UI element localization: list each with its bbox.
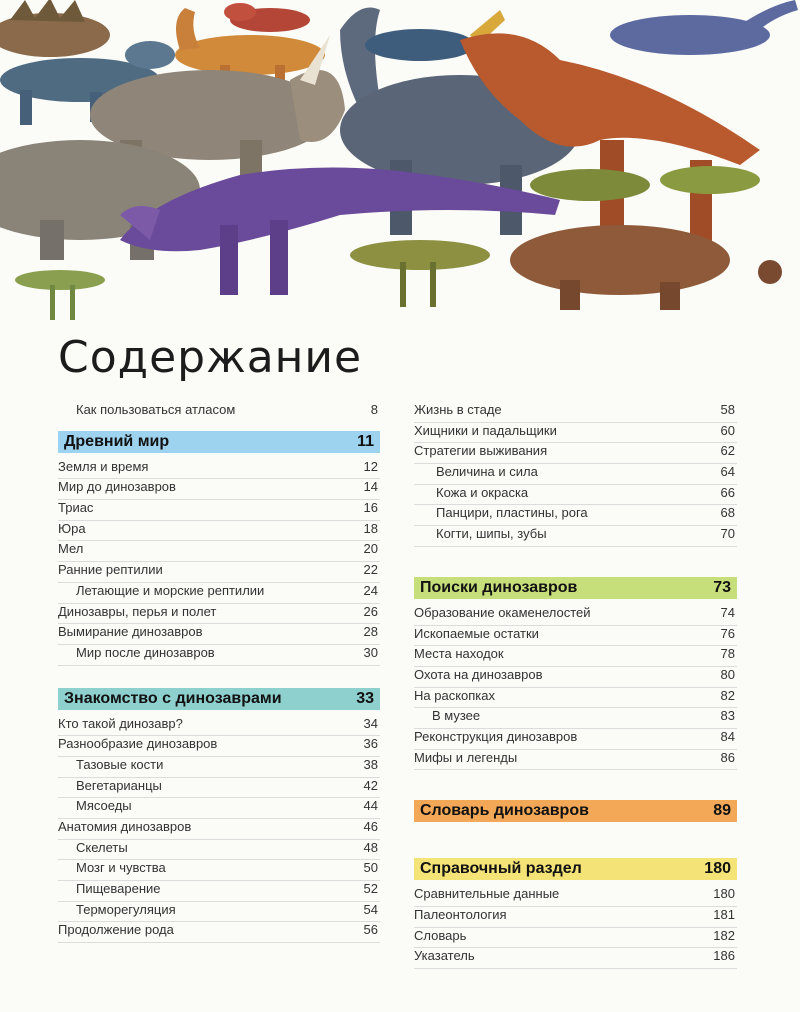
toc-entry[interactable] xyxy=(414,646,737,667)
toc-entry-label: Мозг и чувства xyxy=(76,860,166,876)
toc-entry[interactable] xyxy=(58,459,380,480)
toc-entry-page: 8 xyxy=(370,402,378,417)
ankylosaur-figure xyxy=(510,225,782,310)
toc-entry[interactable] xyxy=(414,729,737,750)
section-page: 11 xyxy=(357,432,374,450)
toc-entry-page: 86 xyxy=(720,749,735,765)
toc-entry-how-to-use[interactable] xyxy=(58,402,380,423)
toc-entry-sub[interactable] xyxy=(414,505,737,526)
toc-entry-page: 68 xyxy=(720,505,735,521)
toc-entry-label: Ранние рептилии xyxy=(58,562,163,578)
toc-entry[interactable] xyxy=(58,521,380,542)
toc-entry-sub[interactable] xyxy=(414,485,737,506)
toc-entry-page: 60 xyxy=(720,422,735,438)
toc-entry-page: 74 xyxy=(720,604,735,620)
toc-entry-page: 54 xyxy=(363,901,378,917)
toc-entry-label: Величина и сила xyxy=(436,464,538,480)
toc-entry-label: Стратегии выживания xyxy=(414,443,548,459)
toc-entry[interactable] xyxy=(58,819,380,840)
toc-entry[interactable] xyxy=(414,907,737,928)
toc-entry-page: 44 xyxy=(363,798,378,814)
toc-entry-label: В музее xyxy=(432,708,481,724)
sauropod-figure xyxy=(610,0,798,55)
toc-entry-sub[interactable] xyxy=(58,778,380,799)
toc-entry-label: Пищеварение xyxy=(76,881,161,897)
toc-entry-label: Анатомия динозавров xyxy=(58,819,192,834)
toc-entry-label: Юра xyxy=(58,520,86,536)
toc-entry-page: 48 xyxy=(363,839,378,855)
toc-entry-page: 14 xyxy=(363,479,378,495)
toc-entry-sub[interactable] xyxy=(58,645,380,666)
dinosaur-parade-illustration xyxy=(0,0,800,330)
section-title: Поиски динозавров xyxy=(420,578,578,596)
toc-entry-sub[interactable] xyxy=(414,464,737,485)
toc-entry-label: Динозавры, перья и полет xyxy=(58,603,217,619)
toc-entry[interactable] xyxy=(58,922,380,943)
stegosaurus-figure xyxy=(0,0,110,57)
toc-entry-page: 58 xyxy=(720,402,735,417)
toc-entry[interactable] xyxy=(414,948,737,969)
toc-entry[interactable] xyxy=(58,624,380,645)
section-title: Словарь динозавров xyxy=(420,802,589,820)
toc-entry-sub[interactable] xyxy=(414,708,737,729)
toc-entry-page: 181 xyxy=(713,907,735,922)
section-meet-dinosaurs[interactable] xyxy=(58,688,380,710)
toc-entry-label: Ископаемые остатки xyxy=(414,625,539,641)
toc-entry-sub[interactable] xyxy=(58,798,380,819)
small-dinosaur-figure xyxy=(15,270,105,320)
section-search-dinosaurs[interactable] xyxy=(414,577,737,599)
toc-entry[interactable] xyxy=(414,928,737,949)
toc-entry-label: Терморегуляция xyxy=(76,901,176,917)
toc-entry-page: 78 xyxy=(720,646,735,662)
toc-entry-page: 46 xyxy=(363,819,378,834)
toc-entry-label: Вегетарианцы xyxy=(76,777,162,793)
toc-entry-label: Триас xyxy=(58,500,94,516)
toc-entry-page: 50 xyxy=(363,860,378,876)
toc-entry-label: Жизнь в стаде xyxy=(414,402,502,417)
toc-entry-label: Реконструкция динозавров xyxy=(414,728,578,744)
toc-entry-page: 30 xyxy=(363,644,378,660)
section-page: 33 xyxy=(356,689,374,707)
toc-entry-label: На раскопках xyxy=(414,687,495,703)
section-ancient-world[interactable] xyxy=(58,431,380,453)
toc-entry-page: 20 xyxy=(363,541,378,557)
toc-entry[interactable] xyxy=(58,716,380,737)
toc-entry[interactable] xyxy=(414,605,737,626)
toc-entry-page: 180 xyxy=(713,886,735,902)
toc-entry-page: 24 xyxy=(363,582,378,598)
toc-entry-sub[interactable] xyxy=(58,881,380,902)
toc-entry[interactable] xyxy=(414,443,737,464)
toc-entry[interactable] xyxy=(414,688,737,709)
toc-entry[interactable] xyxy=(58,541,380,562)
toc-entry-page: 84 xyxy=(720,728,735,744)
toc-entry-sub[interactable] xyxy=(58,583,380,604)
toc-entry[interactable] xyxy=(414,626,737,647)
toc-entry[interactable] xyxy=(414,402,737,423)
toc-entry-label: Образование окаменелостей xyxy=(414,604,591,620)
toc-entry[interactable] xyxy=(58,736,380,757)
page-title: Содержание xyxy=(58,332,363,383)
toc-entry-label: Земля и время xyxy=(58,458,149,474)
toc-entry-label: Когти, шипы, зубы xyxy=(436,526,547,542)
toc-entry-label: Панцири, пластины, рога xyxy=(436,505,588,521)
toc-entry-page: 186 xyxy=(713,948,735,964)
toc-entry-page: 56 xyxy=(363,922,378,938)
toc-entry-label: Охота на динозавров xyxy=(414,666,543,682)
toc-entry-page: 64 xyxy=(720,464,735,480)
toc-entry[interactable] xyxy=(58,604,380,625)
section-reference[interactable] xyxy=(414,858,737,880)
toc-entry-label: Мясоеды xyxy=(76,798,132,814)
toc-left-column xyxy=(58,402,380,943)
toc-entry-label: Мир после динозавров xyxy=(76,644,215,660)
toc-entry-page: 36 xyxy=(363,736,378,752)
toc-entry[interactable] xyxy=(414,423,737,444)
toc-entry-sub[interactable] xyxy=(414,526,737,547)
toc-entry-page: 70 xyxy=(720,526,735,542)
section-page: 73 xyxy=(713,578,731,596)
toc-entry-page: 182 xyxy=(713,927,735,943)
section-page: 89 xyxy=(713,802,731,820)
toc-entry-sub[interactable] xyxy=(58,757,380,778)
toc-entry-page: 16 xyxy=(363,500,378,516)
toc-entry-label: Сравнительные данные xyxy=(414,886,560,902)
toc-entry-label: Мифы и легенды xyxy=(414,749,518,765)
toc-entry[interactable] xyxy=(414,750,737,771)
toc-entry-page: 28 xyxy=(363,624,378,640)
toc-entry-label: Мир до динозавров xyxy=(58,479,176,495)
toc-entry-page: 52 xyxy=(363,881,378,897)
toc-entry-page: 12 xyxy=(363,458,378,474)
toc-entry-page: 80 xyxy=(720,666,735,682)
toc-entry[interactable] xyxy=(58,500,380,521)
toc-entry-label: Указатель xyxy=(414,948,475,964)
toc-entry-page: 26 xyxy=(363,603,378,619)
toc-entry-label: Словарь xyxy=(414,927,467,943)
toc-entry-page: 66 xyxy=(720,484,735,500)
toc-entry-sub[interactable] xyxy=(58,860,380,881)
toc-entry-label: Продолжение рода xyxy=(58,922,174,938)
toc-entry-page: 34 xyxy=(363,715,378,731)
toc-entry-label: Палеонтология xyxy=(414,907,507,922)
section-page: 180 xyxy=(704,860,731,878)
toc-entry-page: 83 xyxy=(720,708,735,724)
toc-entry-label: Места находок xyxy=(414,646,504,662)
toc-entry-label: Как пользоваться атласом xyxy=(76,402,236,417)
toc-entry-label: Кто такой динозавр? xyxy=(58,715,183,731)
toc-entry-label: Кожа и окраска xyxy=(436,484,529,500)
toc-entry-page: 76 xyxy=(720,625,735,641)
toc-entry-label: Разнообразие динозавров xyxy=(58,736,218,752)
toc-entry-page: 82 xyxy=(720,687,735,703)
toc-entry[interactable] xyxy=(58,479,380,500)
toc-entry[interactable] xyxy=(58,562,380,583)
toc-entry-sub[interactable] xyxy=(58,840,380,861)
toc-entry-label: Хищники и падальщики xyxy=(414,422,557,438)
toc-entry-label: Тазовые кости xyxy=(76,756,164,772)
section-dictionary[interactable] xyxy=(414,800,737,822)
toc-right-column xyxy=(414,402,737,969)
toc-entry-page: 38 xyxy=(363,756,378,772)
red-raptor-figure xyxy=(224,3,310,32)
toc-entry-sub[interactable] xyxy=(58,902,380,923)
toc-entry-label: Мел xyxy=(58,541,84,557)
toc-entry-page: 18 xyxy=(363,520,378,536)
toc-entry-page: 22 xyxy=(363,562,378,578)
toc-entry[interactable] xyxy=(414,886,737,907)
toc-entry[interactable] xyxy=(414,667,737,688)
toc-entry-label: Скелеты xyxy=(76,839,128,855)
toc-entry-page: 62 xyxy=(720,443,735,459)
section-title: Справочный раздел xyxy=(420,860,582,878)
toc-entry-page: 42 xyxy=(363,777,378,793)
section-title: Древний мир xyxy=(64,432,170,450)
toc-entry-label: Вымирание динозавров xyxy=(58,624,203,640)
toc-entry-label: Летающие и морские рептилии xyxy=(76,582,265,598)
section-title: Знакомство с динозаврами xyxy=(64,689,282,707)
